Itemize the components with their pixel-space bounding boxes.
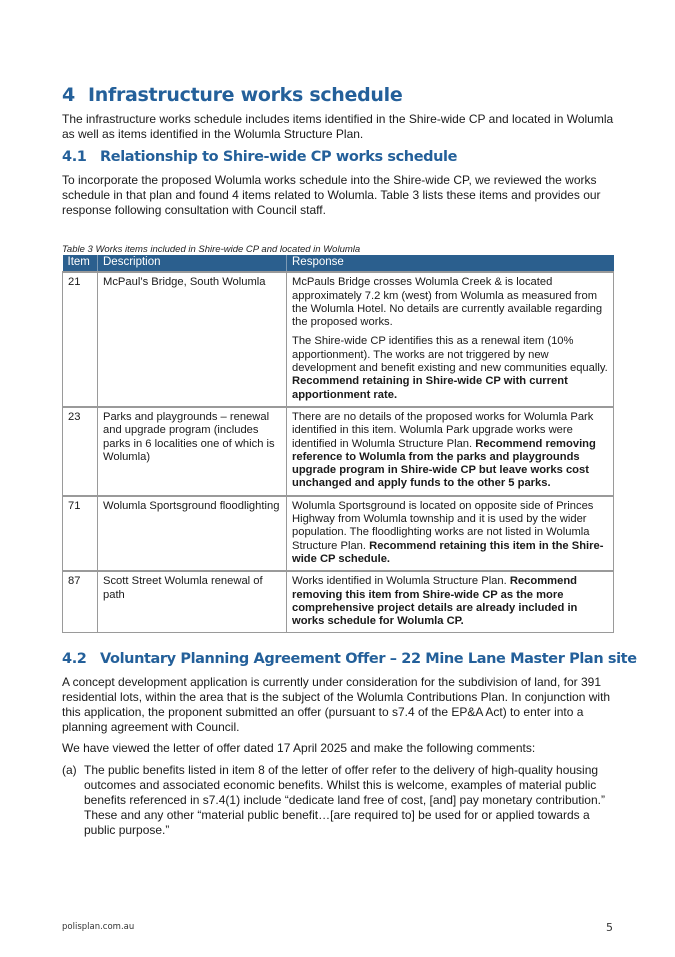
section-title: Relationship to Shire-wide CP works schedule bbox=[100, 149, 458, 165]
header-item: Item bbox=[63, 255, 98, 272]
response-recommendation: Recommend removing reference to Wolumla from the parks and playgrounds upgrade program in Shire-wide CP but leave works cost unchanged and apply funds to the other 5 parks. bbox=[292, 437, 596, 490]
table-row bbox=[63, 571, 614, 633]
section-4-1-body: To incorporate the proposed Wolumla works schedule into the Shire-wide CP, we reviewed the works schedule in that plan and found 4 items related to Wolumla. Table 3 lists these items and provides our response following consultation with Council staff. bbox=[62, 173, 601, 217]
response-paragraph bbox=[292, 575, 608, 628]
section-title: Infrastructure works schedule bbox=[88, 84, 403, 106]
footer-website: polisplan.com.au bbox=[62, 922, 135, 932]
section-4-intro: The infrastructure works schedule includes items identified in the Shire-wide CP and located in Wolumla as well as items identified in the Wolumla Structure Plan. bbox=[62, 112, 614, 141]
cell-description: McPaul’s Bridge, South Wolumla bbox=[98, 272, 287, 407]
table-caption: Table 3 Works items included in Shire-wide CP and located in Wolumla bbox=[62, 244, 361, 255]
response-recommendation: Recommend retaining in Shire-wide CP with current apportionment rate. bbox=[292, 375, 568, 401]
section-4-2-comments-intro: We have viewed the letter of offer dated 17 April 2025 and make the following comments: bbox=[62, 741, 536, 755]
list-item-label: (a) bbox=[62, 763, 77, 777]
table-row bbox=[63, 496, 614, 571]
cell-item: 23 bbox=[63, 407, 98, 496]
response-text: There are no details of the proposed works for Wolumla Park identified in this item. Wolumla Park upgrade works were identified in Wolumla Structure Plan. bbox=[292, 410, 594, 450]
table-row bbox=[63, 407, 614, 496]
cell-item: 21 bbox=[63, 272, 98, 407]
response-text: Wolumla Sportsground is located on opposite side of Princes Highway from Wolumla township and it is used by the wider population. The floodlighting works are not listed in Wolumla Structure Plan. bbox=[292, 499, 594, 552]
response-paragraph bbox=[292, 335, 608, 401]
cell-response bbox=[287, 571, 614, 633]
section-number: 4.2 bbox=[62, 651, 87, 667]
cell-description: Wolumla Sportsground floodlighting bbox=[98, 496, 287, 571]
response-text: Works identified in Wolumla Structure Plan. bbox=[292, 575, 510, 588]
table-row bbox=[63, 272, 614, 407]
section-number: 4 bbox=[62, 84, 75, 106]
list-item-text: The public benefits listed in item 8 of the letter of offer refer to the delivery of high-quality housing outcomes and associated economic benefits. Whilst this is welcome, examples of material public benefits referenced in s7.4(1) include “dedicate land free of cost, [and] pay monetary contribution.” These and any other “material public benefit…[are required to] be used for or applied towards a public purpose.” bbox=[84, 763, 605, 837]
section-4-2-body: A concept development application is currently under consideration for the subdivision of land, for 391 residential lots, within the area that is the subject of the Wolumla Contributions Plan. In conjunction with this application, the proponent submitted an offer (pursuant to s7.4 of the EP&A Act) to enter into a planning agreement with Council. bbox=[62, 675, 611, 734]
response-recommendation: Recommend removing this item from Shire-wide CP as the more comprehensive project details are already included in works schedule for Wolumla CP. bbox=[292, 575, 578, 628]
cell-description: Scott Street Wolumla renewal of path bbox=[98, 571, 287, 633]
header-response: Response bbox=[287, 255, 614, 272]
cell-response bbox=[287, 407, 614, 496]
table-header-row bbox=[63, 255, 614, 272]
section-title: Voluntary Planning Agreement Offer – 22 Mine Lane Master Plan site bbox=[100, 651, 637, 667]
works-items-table bbox=[62, 255, 614, 633]
response-text: The Shire-wide CP identifies this as a renewal item (10% apportionment). The works are not triggered by new development and benefit existing and new communities equally. bbox=[292, 335, 608, 375]
list-item bbox=[62, 763, 614, 838]
section-number: 4.1 bbox=[62, 149, 87, 165]
section-4-1-heading bbox=[62, 149, 457, 165]
cell-description: Parks and playgrounds – renewal and upgrade program (includes parks in 6 localities one of which is Wolumla) bbox=[98, 407, 287, 496]
cell-item: 87 bbox=[63, 571, 98, 633]
header-description: Description bbox=[98, 255, 287, 272]
cell-response bbox=[287, 496, 614, 571]
response-paragraph bbox=[292, 411, 608, 491]
section-4-2-heading bbox=[62, 651, 637, 667]
section-4-heading bbox=[62, 84, 402, 106]
response-paragraph bbox=[292, 500, 608, 566]
footer-page-number: 5 bbox=[606, 921, 613, 934]
cell-item: 71 bbox=[63, 496, 98, 571]
response-recommendation: Recommend retaining this item in the Shire-wide CP schedule. bbox=[292, 539, 604, 565]
cell-response bbox=[287, 272, 614, 407]
response-paragraph: McPauls Bridge crosses Wolumla Creek & is located approximately 7.2 km (west) from Wolumla as measured from the Wolumla Hotel. No details are currently available regarding the proposed works. bbox=[292, 276, 603, 329]
